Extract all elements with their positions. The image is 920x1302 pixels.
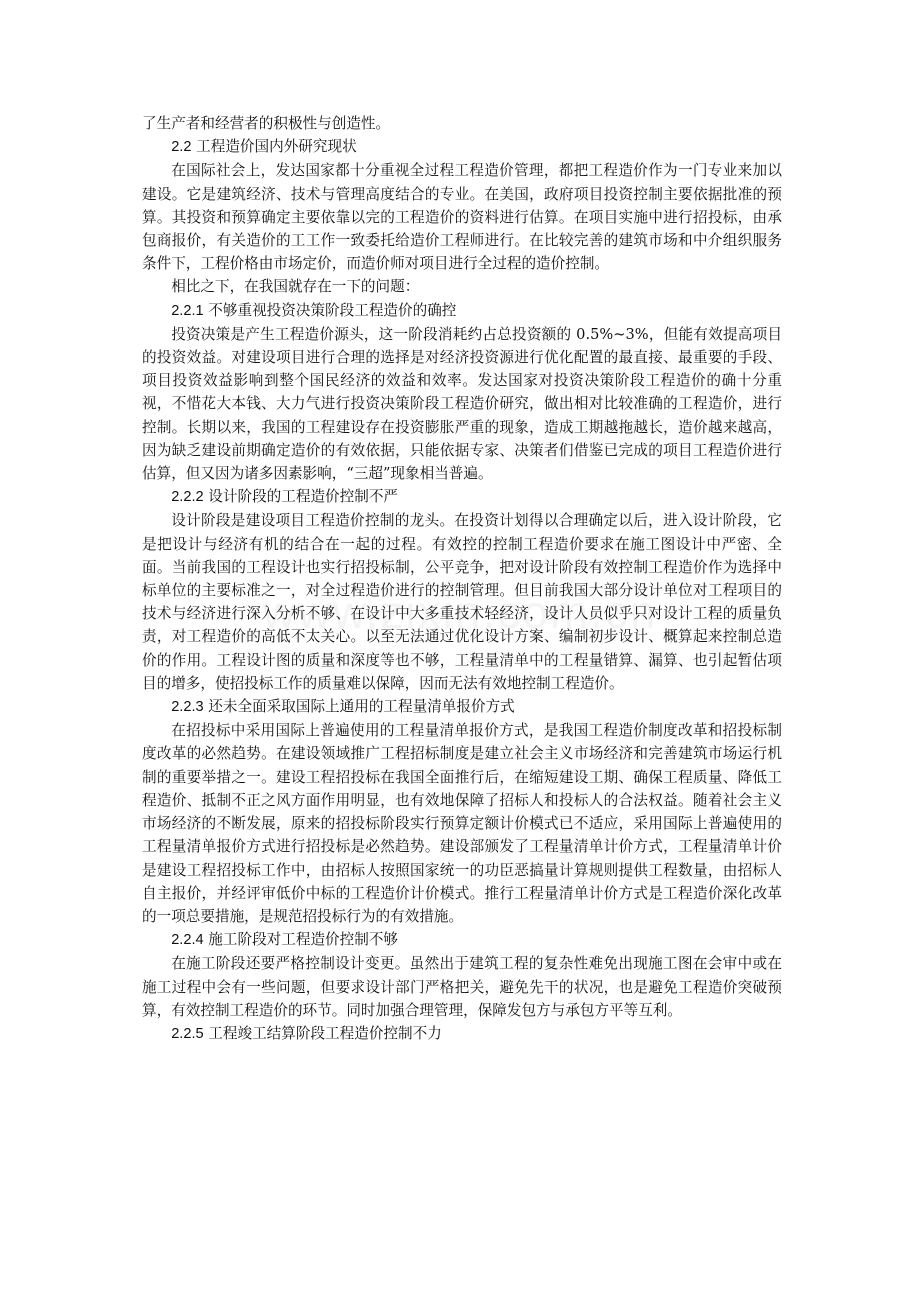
section-title: 工程造价国内外研究现状 bbox=[196, 138, 357, 156]
continuation-text: 了生产者和经营者的积极性与创造性。 bbox=[142, 115, 391, 132]
section-heading-2-2-1 bbox=[142, 299, 782, 323]
section-number: 2.2.5 bbox=[171, 1025, 204, 1042]
paragraph-problems-intro: 相比之下，在我国就存在一下的问题： bbox=[171, 278, 420, 296]
section-number: 2.2.2 bbox=[171, 489, 204, 506]
section-heading-2-2-2 bbox=[142, 485, 782, 509]
section-number: 2.2.1 bbox=[171, 302, 204, 319]
section-number: 2.2.3 bbox=[171, 699, 204, 716]
paragraph-2-2-4: 在施工阶段还要严格控制设计变更。虽然出于建筑工程的复杂性难免出现施工图在会审中或在施工过程中会有一些问题，但要求设计部门严格把关，避免先干的状况，也是避免工程造价突破预算，有效控制工程造价的环节。同时加强合理管理，保障发包方与承包方平等互利。 bbox=[142, 955, 782, 1019]
paragraph-2-2-1: 投资决策是产生工程造价源头，这一阶段消耗约占总投资额的 0.5%~3%，但能有效提高项目的投资效益。对建设项目进行合理的选择是对经济投资源进行优化配置的最直接、最重要的手段、项目投资效益影响到整个国民经济的效益和效率。发达国家对投资决策阶段工程造价的确十分重视，不惜花大本钱、大力气进行投资决策阶段工程造价研究，做出相对比较准确的工程造价，进行控制。长期以来，我国的工程建设存在投资膨胀严重的现象，造成工期越拖越长，造价越来越高，因为缺乏建设前期确定造价的有效依据，只能依据专家、决策者们借鉴已完成的项目工程造价进行估算，但又因为诸多因素影响，“三超”现象相当普遍。 bbox=[142, 325, 782, 483]
section-number: 2.2 bbox=[171, 139, 192, 156]
section-title: 施工阶段对工程造价控制不够 bbox=[208, 931, 399, 949]
section-title: 不够重视投资决策阶段工程造价的确控 bbox=[208, 301, 457, 319]
section-title: 还未全面采取国际上通用的工程量清单报价方式 bbox=[208, 698, 515, 716]
paragraph-2-2-2: 设计阶段是建设项目工程造价控制的龙头。在投资计划得以合理确定以后，进入设计阶段，它是把设计与经济有机的结合在一起的过程。有效控的控制工程造价要求在施工图设计中严密、全面。当前我国的工程设计也实行招投标制，公平竞争，把对设计阶段有效控制工程造价作为选择中标单位的主要标准之一，对全过程造价进行的控制管理。但目前我国大部分设计单位对工程项目的技术与经济进行深入分析不够、在设计中大多重技术轻经济，设计人员似乎只对设计工程的质量负责，对工程造价的高低不太关心。以至无法通过优化设计方案、编制初步设计、概算起来控制总造价的作用。工程设计图的质量和深度等也不够，工程量清单中的工程量错算、漏算、也引起暂估项目的增多，使招投标工作的质量难以保障，因而无法有效地控制工程造价。 bbox=[142, 512, 782, 692]
section-heading-2-2-5 bbox=[142, 1022, 782, 1046]
document-page bbox=[142, 112, 782, 1046]
paragraph-2-2-3: 在招投标中采用国际上普遍使用的工程量清单报价方式，是我国工程造价制度改革和招投标制度改革的必然趋势。在建设领域推广工程招标制度是建立社会主义市场经济和完善建筑市场运行机制的重要举措之一。建设工程招投标在我国全面推行后，在缩短建设工期、确保工程质量、降低工程造价、抵制不正之风方面作用明显，也有效地保障了招标人和投标人的合法权益。随着社会主义市场经济的不断发展，原来的招投标阶段实行预算定额计价模式已不适应，采用国际上普遍使用的工程量清单报价方式进行招投标是必然趋势。建设部颁发了工程量清单计价方式，工程量清单计价是建设工程招投标工作中，由招标人按照国家统一的功臣恶搞量计算规则提供工程数量，由招标人自主报价，并经评审低价中标的工程造价计价模式。推行工程量清单计价方式是工程造价深化改革的一项总要措施，是规范招投标行为的有效措施。 bbox=[142, 722, 782, 925]
section-title: 设计阶段的工程造价控制不严 bbox=[208, 488, 399, 506]
section-title: 工程竣工结算阶段工程造价控制不力 bbox=[208, 1024, 442, 1042]
section-heading-2-2 bbox=[142, 135, 782, 159]
section-heading-2-2-3 bbox=[142, 695, 782, 719]
section-number: 2.2.4 bbox=[171, 932, 204, 949]
section-heading-2-2-4 bbox=[142, 928, 782, 952]
paragraph-intro: 在国际社会上，发达国家都十分重视全过程工程造价管理，都把工程造价作为一门专业来加以建设。它是建筑经济、技术与管理高度结合的专业。在美国，政府项目投资控制主要依据批准的预算。其投资和预算确定主要依靠以完的工程造价的资料进行估算。在项目实施中进行招投标，由承包商报价，有关造价的工工作一致委托给造价工程师进行。在比较完善的建筑市场和中介组织服务条件下，工程价格由市场定价，而造价师对项目进行全过程的造价控制。 bbox=[142, 162, 782, 273]
